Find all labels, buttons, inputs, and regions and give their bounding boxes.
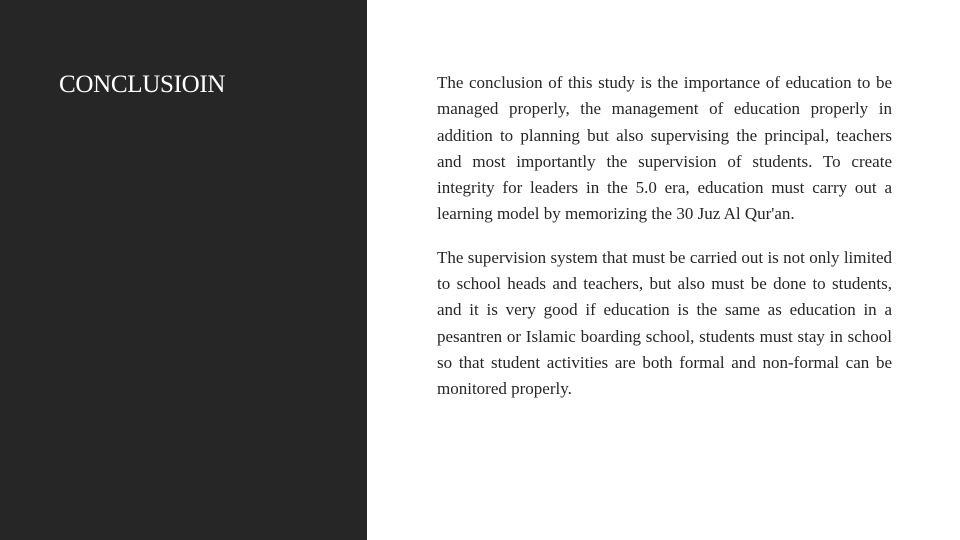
conclusion-paragraph-2: The supervision system that must be carried out is not only limited to school heads and teachers, but also must be done to students, and it is very good if education is the same as education in a pesantren or Islamic boarding school, students must stay in school so that student activities are both formal and non-formal can be monitored properly. xyxy=(437,247,892,399)
conclusion-body xyxy=(437,70,892,420)
conclusion-paragraph-1: The conclusion of this study is the importance of education to be managed properly, the management of education properly in addition to planning but also supervising the principal, teachers and most importantly the supervision of students. To create integrity for leaders in the 5.0 era, education must carry out a learning model by memorizing the 30 Juz Al Qur'an. xyxy=(437,73,892,224)
title-panel xyxy=(0,0,367,540)
slide-title: CONCLUSIOIN xyxy=(59,71,226,98)
